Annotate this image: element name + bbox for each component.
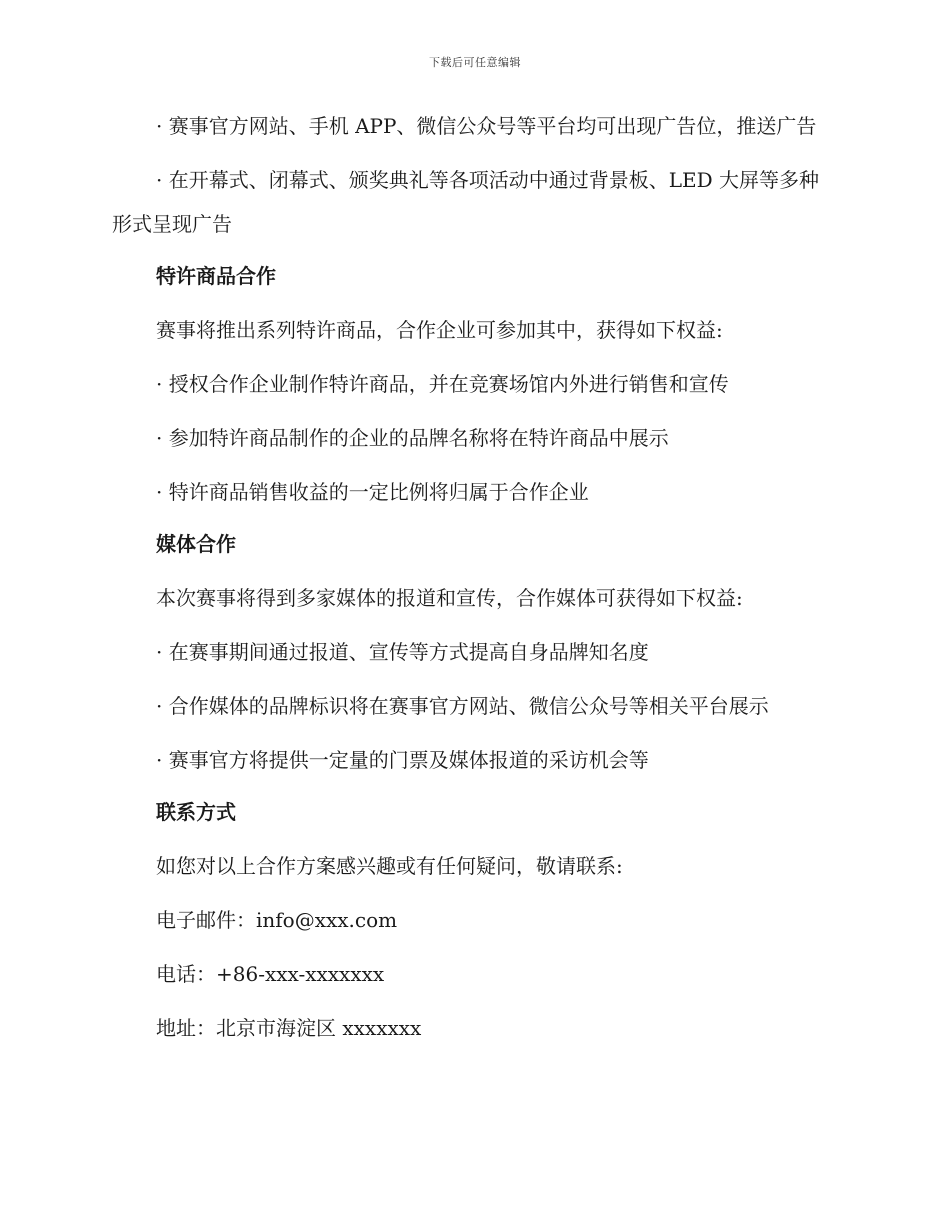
media-intro: 本次赛事将得到多家媒体的报道和宣传，合作媒体可获得如下权益: [156, 586, 743, 610]
merch-section-title: 特许商品合作 [156, 264, 276, 288]
media-item-3: · 赛事官方将提供一定量的门票及媒体报道的采访机会等 [156, 748, 649, 772]
document-body [112, 104, 828, 1050]
media-section-title: 媒体合作 [156, 532, 236, 556]
contact-intro: 如您对以上合作方案感兴趣或有任何疑问，敬请联系: [156, 854, 623, 878]
media-item-1: · 在赛事期间通过报道、宣传等方式提高自身品牌知名度 [156, 640, 649, 664]
contact-email: 电子邮件：info@xxx.com [156, 908, 398, 932]
contact-phone: 电话：+86-xxx-xxxxxxx [156, 962, 385, 986]
ad-item-2: · 在开幕式、闭幕式、颁奖典礼等各项活动中通过背景板、LED 大屏等多种形式呈现广告 [112, 168, 819, 236]
ad-item-1: · 赛事官方网站、手机 APP、微信公众号等平台均可出现广告位，推送广告 [156, 114, 817, 138]
merch-intro: 赛事将推出系列特许商品，合作企业可参加其中，获得如下权益: [156, 318, 723, 342]
merch-item-3: · 特许商品销售收益的一定比例将归属于合作企业 [156, 480, 589, 504]
merch-item-2: · 参加特许商品制作的企业的品牌名称将在特许商品中展示 [156, 426, 669, 450]
media-item-2: · 合作媒体的品牌标识将在赛事官方网站、微信公众号等相关平台展示 [156, 694, 769, 718]
page-header: 下载后可任意编辑 [429, 56, 521, 69]
contact-section-title: 联系方式 [156, 800, 236, 824]
merch-item-1: · 授权合作企业制作特许商品，并在竞赛场馆内外进行销售和宣传 [156, 372, 729, 396]
contact-address: 地址：北京市海淀区 xxxxxxx [156, 1016, 422, 1040]
